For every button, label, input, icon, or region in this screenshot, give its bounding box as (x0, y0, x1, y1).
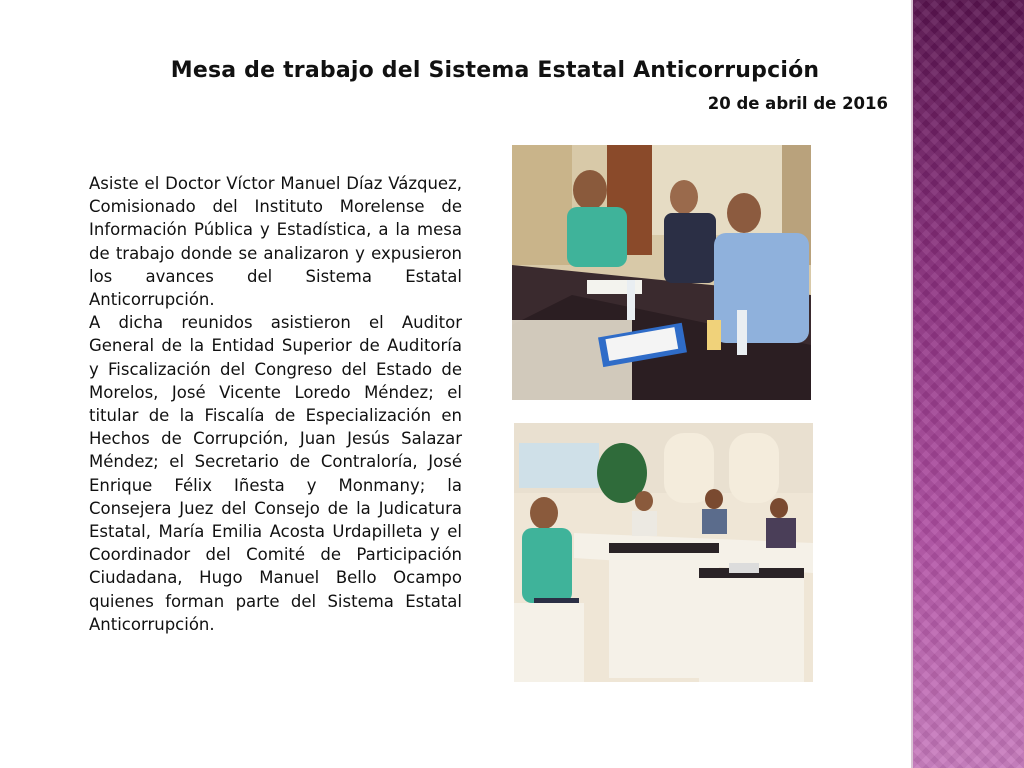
slide-title: Mesa de trabajo del Sistema Estatal Anticorrupción (170, 58, 820, 83)
slide-body (89, 172, 462, 636)
body-paragraph-1: Asiste el Doctor Víctor Manuel Díaz Vázquez, Comisionado del Instituto Morelense de Información Pública y Estadística, a la mesa de trabajo donde se analizaron y expusieron los avances del Sistema Estatal Anticorrupción. (89, 174, 462, 310)
decorative-sidebar (913, 0, 1024, 768)
body-paragraph-2: A dicha reunidos asistieron el Auditor General de la Entidad Superior de Auditoría y Fiscalización del Congreso del Estado de Morelos, José Vicente Loredo Méndez; el titular de la Fiscalía de Especialización en Hechos de Corrupción, Juan Jesús Salazar Méndez; el Secretario de Contraloría, José Enrique Félix Iñesta y Monmany; la Consejera Juez del Consejo de la Judicatura Estatal, María Emilia Acosta Urdapilleta y el Coordinador del Comité de Participación Ciudadana, Hugo Manuel Bello Ocampo quienes forman parte del Sistema Estatal Anticorrupción. (89, 313, 462, 634)
meeting-photo-room (514, 423, 813, 682)
meeting-photo-closeup (512, 145, 811, 400)
slide-date: 20 de abril de 2016 (707, 94, 888, 113)
